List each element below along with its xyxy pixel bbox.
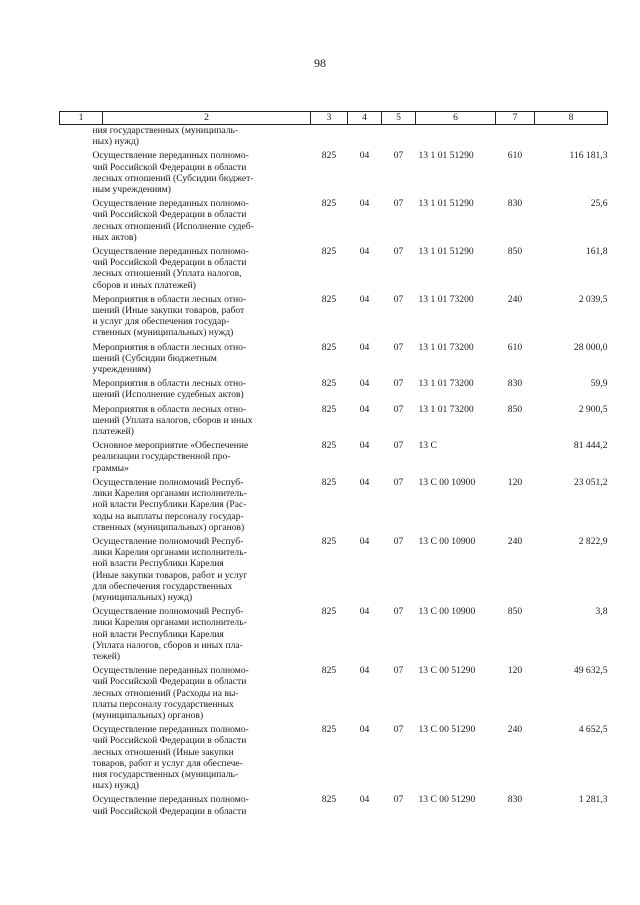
row-expense-type: 610 bbox=[507, 341, 523, 353]
table-row bbox=[60, 474, 608, 533]
row-expense-type: 830 bbox=[507, 198, 523, 210]
row-grbs: 825 bbox=[321, 378, 337, 390]
column-header: 6 bbox=[416, 112, 496, 125]
row-section: 04 bbox=[359, 378, 370, 390]
row-name: Осуществление переданных полномо- чий Российской Федерации в области лесных отношений (Исполнение судеб- ных актов) bbox=[92, 198, 254, 243]
row-target-article: 13 1 01 51290 bbox=[418, 150, 474, 162]
row-sum: 2 822,9 bbox=[578, 535, 608, 547]
column-header: 2 bbox=[103, 112, 311, 125]
row-sum: 116 181,3 bbox=[569, 150, 608, 162]
table-row bbox=[60, 195, 608, 243]
row-target-article: 13 1 01 73200 bbox=[418, 378, 474, 390]
row-expense-type: 830 bbox=[507, 378, 523, 390]
row-name: Осуществление переданных полномо- чий Российской Федерации в области bbox=[92, 794, 249, 817]
row-subsection: 07 bbox=[393, 341, 404, 353]
row-name: Мероприятия в области лесных отно- шений (Иные закупки товаров, работ и услуг для обеспечения государ- ственных (муниципальных) нужд) bbox=[92, 293, 247, 339]
row-target-article: 13 1 01 73200 bbox=[418, 403, 474, 415]
row-sum: 1 281,3 bbox=[578, 794, 608, 806]
row-expense-type bbox=[496, 437, 535, 474]
row-section: 04 bbox=[359, 606, 370, 618]
row-name: Мероприятия в области лесных отно- шений (Уплата налогов, сборов и иных платежей) bbox=[92, 403, 253, 438]
row-subsection: 07 bbox=[393, 535, 404, 547]
row-sum: 23 051,2 bbox=[573, 476, 608, 488]
page-number: 98 bbox=[314, 56, 326, 70]
row-expense-type bbox=[496, 125, 535, 148]
row-section: 04 bbox=[359, 794, 370, 806]
row-sum bbox=[535, 125, 608, 148]
row-target-article: 13 С 00 51290 bbox=[418, 724, 476, 736]
row-grbs: 825 bbox=[321, 403, 337, 415]
row-expense-type: 120 bbox=[507, 476, 523, 488]
table-row bbox=[60, 291, 608, 339]
row-sum: 81 444,2 bbox=[573, 440, 608, 452]
row-name: Мероприятия в области лесных отно- шений (Исполнение судебных актов) bbox=[92, 378, 247, 401]
table-row bbox=[60, 721, 608, 791]
row-expense-type: 850 bbox=[507, 246, 523, 258]
row-name: Мероприятия в области лесных отно- шений (Субсидии бюджетным учреждениям) bbox=[92, 341, 247, 376]
row-expense-type: 850 bbox=[507, 403, 523, 415]
row-target-article bbox=[416, 125, 496, 148]
row-name: Осуществление полномочий Респуб- лики Карелия органами исполнитель- ной власти Республики Карелия (Иные закупки товаров, работ и услуг для обеспечения государственных (муниципальных) нужд) bbox=[92, 535, 248, 603]
row-expense-type: 610 bbox=[507, 150, 523, 162]
row-sum: 2 039,5 bbox=[578, 293, 608, 305]
row-subsection: 07 bbox=[393, 150, 404, 162]
row-expense-type: 240 bbox=[507, 293, 523, 305]
row-target-article: 13 С 00 51290 bbox=[418, 665, 476, 677]
row-section: 04 bbox=[359, 403, 370, 415]
table-body bbox=[60, 125, 608, 817]
column-header: 5 bbox=[382, 112, 416, 125]
row-subsection: 07 bbox=[393, 403, 404, 415]
table-row bbox=[60, 533, 608, 603]
row-grbs: 825 bbox=[321, 440, 337, 452]
row-grbs bbox=[311, 125, 348, 148]
row-section: 04 bbox=[359, 440, 370, 452]
row-sum: 25,6 bbox=[590, 198, 608, 210]
row-subsection: 07 bbox=[393, 665, 404, 677]
row-name: Осуществление переданных полномо- чий Российской Федерации в области лесных отношений (Уплата налогов, сборов и иных платежей) bbox=[92, 246, 249, 291]
row-section: 04 bbox=[359, 246, 370, 258]
row-sum: 3,8 bbox=[595, 606, 608, 618]
row-grbs: 825 bbox=[321, 198, 337, 210]
row-name: Основное мероприятие «Обеспечение реализации государственной про- граммы» bbox=[92, 440, 249, 474]
row-sum: 59,9 bbox=[590, 378, 608, 390]
table-row bbox=[60, 339, 608, 376]
column-header: 8 bbox=[535, 112, 608, 125]
table-row bbox=[60, 243, 608, 291]
header-row bbox=[60, 112, 608, 125]
row-grbs: 825 bbox=[321, 150, 337, 162]
table-row bbox=[60, 375, 608, 400]
row-subsection bbox=[382, 125, 416, 148]
table-row bbox=[60, 603, 608, 662]
table-row bbox=[60, 791, 608, 816]
row-grbs: 825 bbox=[321, 606, 337, 618]
row-expense-type: 120 bbox=[507, 665, 523, 677]
row-grbs: 825 bbox=[321, 476, 337, 488]
table-row bbox=[60, 401, 608, 438]
row-target-article: 13 С bbox=[418, 440, 437, 452]
row-section: 04 bbox=[359, 150, 370, 162]
row-sum: 49 632,5 bbox=[573, 665, 608, 677]
row-subsection: 07 bbox=[393, 198, 404, 210]
row-target-article: 13 С 00 10900 bbox=[418, 606, 476, 618]
column-header: 1 bbox=[60, 112, 103, 125]
row-grbs: 825 bbox=[321, 724, 337, 736]
row-target-article: 13 С 00 10900 bbox=[418, 476, 476, 488]
row-subsection: 07 bbox=[393, 476, 404, 488]
row-target-article: 13 С 00 51290 bbox=[418, 794, 476, 806]
row-expense-type: 240 bbox=[507, 535, 523, 547]
row-subsection: 07 bbox=[393, 606, 404, 618]
row-section: 04 bbox=[359, 665, 370, 677]
row-name: Осуществление переданных полномо- чий Российской Федерации в области лесных отношений (Иные закупки товаров, работ и услуг для обеспече- ния государственных (муниципаль- ных) нужд) bbox=[92, 724, 249, 792]
row-sum: 161,8 bbox=[585, 246, 608, 258]
row-expense-type: 850 bbox=[507, 606, 523, 618]
row-grbs: 825 bbox=[321, 246, 337, 258]
row-name: Осуществление полномочий Респуб- лики Карелия органами исполнитель- ной власти Республики Карелия (Уплата налогов, сборов и иных пла- тежей) bbox=[92, 606, 247, 662]
row-sum: 28 000,0 bbox=[573, 341, 608, 353]
row-grbs: 825 bbox=[321, 665, 337, 677]
row-section bbox=[348, 125, 382, 148]
row-subsection: 07 bbox=[393, 724, 404, 736]
row-section: 04 bbox=[359, 724, 370, 736]
budget-table-grid bbox=[59, 111, 608, 817]
row-section: 04 bbox=[359, 198, 370, 210]
table-row bbox=[60, 437, 608, 474]
table-row bbox=[60, 662, 608, 721]
row-subsection: 07 bbox=[393, 246, 404, 258]
row-sum: 2 900,5 bbox=[578, 403, 608, 415]
table-row bbox=[60, 147, 608, 195]
row-name: Осуществление полномочий Респуб- лики Карелия органами исполнитель- ной власти Республики Карелия (Рас- ходы на выплаты персоналу государ- ственных (муниципальных) органов) bbox=[92, 476, 247, 533]
row-subsection: 07 bbox=[393, 440, 404, 452]
row-section: 04 bbox=[359, 535, 370, 547]
table-header bbox=[60, 112, 608, 125]
row-name: Осуществление переданных полномо- чий Российской Федерации в области лесных отношений (Субсидии бюджет- ным учреждениям) bbox=[92, 150, 254, 196]
row-section: 04 bbox=[359, 341, 370, 353]
column-header: 3 bbox=[311, 112, 348, 125]
row-grbs: 825 bbox=[321, 293, 337, 305]
row-target-article: 13 С 00 10900 bbox=[418, 535, 476, 547]
table-row bbox=[60, 125, 608, 148]
row-section: 04 bbox=[359, 293, 370, 305]
row-subsection: 07 bbox=[393, 794, 404, 806]
row-target-article: 13 1 01 73200 bbox=[418, 341, 474, 353]
column-header: 4 bbox=[348, 112, 382, 125]
row-name: Осуществление переданных полномо- чий Российской Федерации в области лесных отношений (Расходы на вы- платы персоналу государственных (муниципальных) органов) bbox=[92, 665, 249, 721]
column-header: 7 bbox=[496, 112, 535, 125]
row-grbs: 825 bbox=[321, 794, 337, 806]
row-sum: 4 652,5 bbox=[578, 724, 608, 736]
row-grbs: 825 bbox=[321, 535, 337, 547]
row-grbs: 825 bbox=[321, 341, 337, 353]
row-expense-type: 830 bbox=[507, 794, 523, 806]
row-subsection: 07 bbox=[393, 293, 404, 305]
row-name: ния государственных (муниципаль- ных) нужд) bbox=[92, 125, 239, 148]
budget-table bbox=[59, 111, 607, 817]
row-target-article: 13 1 01 73200 bbox=[418, 293, 474, 305]
row-subsection: 07 bbox=[393, 378, 404, 390]
row-expense-type: 240 bbox=[507, 724, 523, 736]
row-target-article: 13 1 01 51290 bbox=[418, 198, 474, 210]
row-target-article: 13 1 01 51290 bbox=[418, 246, 474, 258]
row-section: 04 bbox=[359, 476, 370, 488]
